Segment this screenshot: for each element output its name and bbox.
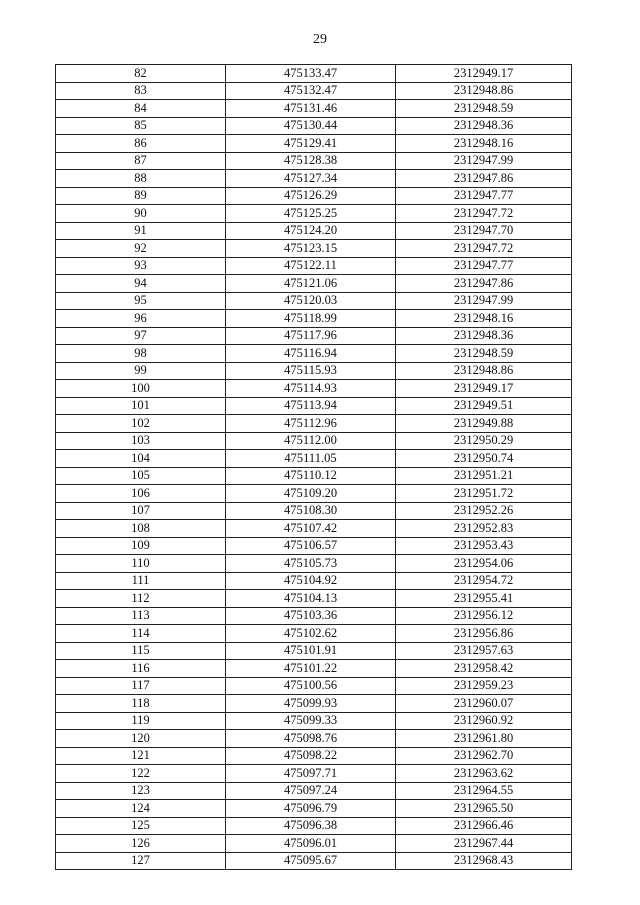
table-row [56, 327, 572, 345]
table-row [56, 222, 572, 240]
x-coordinate-cell: 475109.20 [226, 485, 396, 503]
y-coordinate-cell: 2312948.16 [396, 135, 572, 153]
point-number-cell: 124 [56, 800, 226, 818]
x-coordinate-cell: 475096.79 [226, 800, 396, 818]
x-coordinate-cell: 475129.41 [226, 135, 396, 153]
point-number-cell: 96 [56, 310, 226, 328]
table-row [56, 800, 572, 818]
table-row [56, 677, 572, 695]
x-coordinate-cell: 475130.44 [226, 117, 396, 135]
x-coordinate-cell: 475099.33 [226, 712, 396, 730]
y-coordinate-cell: 2312949.51 [396, 397, 572, 415]
table-row [56, 817, 572, 835]
point-number-cell: 88 [56, 170, 226, 188]
point-number-cell: 126 [56, 835, 226, 853]
point-number-cell: 111 [56, 572, 226, 590]
point-number-cell: 119 [56, 712, 226, 730]
point-number-cell: 97 [56, 327, 226, 345]
x-coordinate-cell: 475101.22 [226, 660, 396, 678]
table-row [56, 240, 572, 258]
y-coordinate-cell: 2312955.41 [396, 590, 572, 608]
point-number-cell: 85 [56, 117, 226, 135]
table-row [56, 380, 572, 398]
x-coordinate-cell: 475097.71 [226, 765, 396, 783]
x-coordinate-cell: 475118.99 [226, 310, 396, 328]
x-coordinate-cell: 475102.62 [226, 625, 396, 643]
y-coordinate-cell: 2312952.26 [396, 502, 572, 520]
y-coordinate-cell: 2312950.74 [396, 450, 572, 468]
point-number-cell: 104 [56, 450, 226, 468]
x-coordinate-cell: 475113.94 [226, 397, 396, 415]
table-row [56, 82, 572, 100]
x-coordinate-cell: 475115.93 [226, 362, 396, 380]
x-coordinate-cell: 475132.47 [226, 82, 396, 100]
table-row [56, 100, 572, 118]
y-coordinate-cell: 2312960.92 [396, 712, 572, 730]
table-row [56, 747, 572, 765]
coordinates-table-body [56, 65, 572, 870]
y-coordinate-cell: 2312947.70 [396, 222, 572, 240]
y-coordinate-cell: 2312954.06 [396, 555, 572, 573]
y-coordinate-cell: 2312950.29 [396, 432, 572, 450]
x-coordinate-cell: 475100.56 [226, 677, 396, 695]
table-row [56, 572, 572, 590]
x-coordinate-cell: 475110.12 [226, 467, 396, 485]
table-row [56, 117, 572, 135]
y-coordinate-cell: 2312960.07 [396, 695, 572, 713]
x-coordinate-cell: 475122.11 [226, 257, 396, 275]
point-number-cell: 120 [56, 730, 226, 748]
x-coordinate-cell: 475112.00 [226, 432, 396, 450]
point-number-cell: 92 [56, 240, 226, 258]
y-coordinate-cell: 2312961.80 [396, 730, 572, 748]
x-coordinate-cell: 475108.30 [226, 502, 396, 520]
y-coordinate-cell: 2312966.46 [396, 817, 572, 835]
x-coordinate-cell: 475105.73 [226, 555, 396, 573]
x-coordinate-cell: 475123.15 [226, 240, 396, 258]
table-row [56, 660, 572, 678]
table-row [56, 607, 572, 625]
x-coordinate-cell: 475103.36 [226, 607, 396, 625]
table-row [56, 537, 572, 555]
table-row [56, 835, 572, 853]
page-number: 29 [313, 32, 327, 47]
y-coordinate-cell: 2312951.72 [396, 485, 572, 503]
x-coordinate-cell: 475099.93 [226, 695, 396, 713]
table-row [56, 432, 572, 450]
y-coordinate-cell: 2312963.62 [396, 765, 572, 783]
point-number-cell: 116 [56, 660, 226, 678]
table-row [56, 712, 572, 730]
x-coordinate-cell: 475128.38 [226, 152, 396, 170]
point-number-cell: 99 [56, 362, 226, 380]
x-coordinate-cell: 475116.94 [226, 345, 396, 363]
y-coordinate-cell: 2312947.77 [396, 187, 572, 205]
point-number-cell: 101 [56, 397, 226, 415]
table-row [56, 397, 572, 415]
y-coordinate-cell: 2312947.77 [396, 257, 572, 275]
x-coordinate-cell: 475104.13 [226, 590, 396, 608]
point-number-cell: 89 [56, 187, 226, 205]
point-number-cell: 87 [56, 152, 226, 170]
y-coordinate-cell: 2312948.86 [396, 82, 572, 100]
x-coordinate-cell: 475126.29 [226, 187, 396, 205]
y-coordinate-cell: 2312949.17 [396, 380, 572, 398]
point-number-cell: 105 [56, 467, 226, 485]
y-coordinate-cell: 2312948.59 [396, 100, 572, 118]
point-number-cell: 109 [56, 537, 226, 555]
x-coordinate-cell: 475096.38 [226, 817, 396, 835]
point-number-cell: 95 [56, 292, 226, 310]
point-number-cell: 110 [56, 555, 226, 573]
table-row [56, 345, 572, 363]
table-row [56, 65, 572, 83]
point-number-cell: 125 [56, 817, 226, 835]
y-coordinate-cell: 2312948.36 [396, 117, 572, 135]
y-coordinate-cell: 2312951.21 [396, 467, 572, 485]
x-coordinate-cell: 475098.22 [226, 747, 396, 765]
point-number-cell: 121 [56, 747, 226, 765]
table-row [56, 135, 572, 153]
table-row [56, 625, 572, 643]
table-row [56, 362, 572, 380]
table-row [56, 170, 572, 188]
y-coordinate-cell: 2312953.43 [396, 537, 572, 555]
point-number-cell: 98 [56, 345, 226, 363]
table-row [56, 205, 572, 223]
x-coordinate-cell: 475106.57 [226, 537, 396, 555]
y-coordinate-cell: 2312964.55 [396, 782, 572, 800]
table-row [56, 502, 572, 520]
point-number-cell: 93 [56, 257, 226, 275]
x-coordinate-cell: 475097.24 [226, 782, 396, 800]
x-coordinate-cell: 475121.06 [226, 275, 396, 293]
x-coordinate-cell: 475114.93 [226, 380, 396, 398]
table-row [56, 292, 572, 310]
y-coordinate-cell: 2312965.50 [396, 800, 572, 818]
point-number-cell: 127 [56, 852, 226, 870]
y-coordinate-cell: 2312948.16 [396, 310, 572, 328]
point-number-cell: 100 [56, 380, 226, 398]
table-row [56, 555, 572, 573]
table-row [56, 642, 572, 660]
point-number-cell: 108 [56, 520, 226, 538]
x-coordinate-cell: 475098.76 [226, 730, 396, 748]
table-row [56, 730, 572, 748]
table-row [56, 152, 572, 170]
y-coordinate-cell: 2312947.72 [396, 240, 572, 258]
point-number-cell: 90 [56, 205, 226, 223]
table-row [56, 520, 572, 538]
table-row [56, 782, 572, 800]
table-row [56, 852, 572, 870]
table-row [56, 187, 572, 205]
y-coordinate-cell: 2312952.83 [396, 520, 572, 538]
point-number-cell: 86 [56, 135, 226, 153]
y-coordinate-cell: 2312948.86 [396, 362, 572, 380]
x-coordinate-cell: 475112.96 [226, 415, 396, 433]
y-coordinate-cell: 2312956.86 [396, 625, 572, 643]
point-number-cell: 82 [56, 65, 226, 83]
coordinates-table [55, 64, 572, 870]
point-number-cell: 106 [56, 485, 226, 503]
y-coordinate-cell: 2312948.59 [396, 345, 572, 363]
y-coordinate-cell: 2312949.17 [396, 65, 572, 83]
y-coordinate-cell: 2312949.88 [396, 415, 572, 433]
y-coordinate-cell: 2312958.42 [396, 660, 572, 678]
y-coordinate-cell: 2312954.72 [396, 572, 572, 590]
table-row [56, 695, 572, 713]
y-coordinate-cell: 2312947.86 [396, 275, 572, 293]
y-coordinate-cell: 2312968.43 [396, 852, 572, 870]
table-row [56, 485, 572, 503]
y-coordinate-cell: 2312947.86 [396, 170, 572, 188]
point-number-cell: 83 [56, 82, 226, 100]
x-coordinate-cell: 475104.92 [226, 572, 396, 590]
y-coordinate-cell: 2312947.99 [396, 152, 572, 170]
x-coordinate-cell: 475111.05 [226, 450, 396, 468]
x-coordinate-cell: 475117.96 [226, 327, 396, 345]
table-row [56, 590, 572, 608]
point-number-cell: 84 [56, 100, 226, 118]
point-number-cell: 115 [56, 642, 226, 660]
point-number-cell: 118 [56, 695, 226, 713]
y-coordinate-cell: 2312962.70 [396, 747, 572, 765]
table-row [56, 275, 572, 293]
y-coordinate-cell: 2312959.23 [396, 677, 572, 695]
x-coordinate-cell: 475125.25 [226, 205, 396, 223]
point-number-cell: 94 [56, 275, 226, 293]
y-coordinate-cell: 2312957.63 [396, 642, 572, 660]
y-coordinate-cell: 2312948.36 [396, 327, 572, 345]
x-coordinate-cell: 475124.20 [226, 222, 396, 240]
x-coordinate-cell: 475127.34 [226, 170, 396, 188]
x-coordinate-cell: 475107.42 [226, 520, 396, 538]
x-coordinate-cell: 475133.47 [226, 65, 396, 83]
table-row [56, 310, 572, 328]
table-row [56, 450, 572, 468]
point-number-cell: 102 [56, 415, 226, 433]
point-number-cell: 107 [56, 502, 226, 520]
point-number-cell: 114 [56, 625, 226, 643]
x-coordinate-cell: 475131.46 [226, 100, 396, 118]
table-row [56, 257, 572, 275]
y-coordinate-cell: 2312956.12 [396, 607, 572, 625]
table-row [56, 467, 572, 485]
table-row [56, 765, 572, 783]
point-number-cell: 112 [56, 590, 226, 608]
x-coordinate-cell: 475095.67 [226, 852, 396, 870]
y-coordinate-cell: 2312947.99 [396, 292, 572, 310]
point-number-cell: 117 [56, 677, 226, 695]
point-number-cell: 91 [56, 222, 226, 240]
x-coordinate-cell: 475096.01 [226, 835, 396, 853]
point-number-cell: 113 [56, 607, 226, 625]
point-number-cell: 103 [56, 432, 226, 450]
x-coordinate-cell: 475101.91 [226, 642, 396, 660]
point-number-cell: 123 [56, 782, 226, 800]
x-coordinate-cell: 475120.03 [226, 292, 396, 310]
table-row [56, 415, 572, 433]
y-coordinate-cell: 2312967.44 [396, 835, 572, 853]
y-coordinate-cell: 2312947.72 [396, 205, 572, 223]
point-number-cell: 122 [56, 765, 226, 783]
